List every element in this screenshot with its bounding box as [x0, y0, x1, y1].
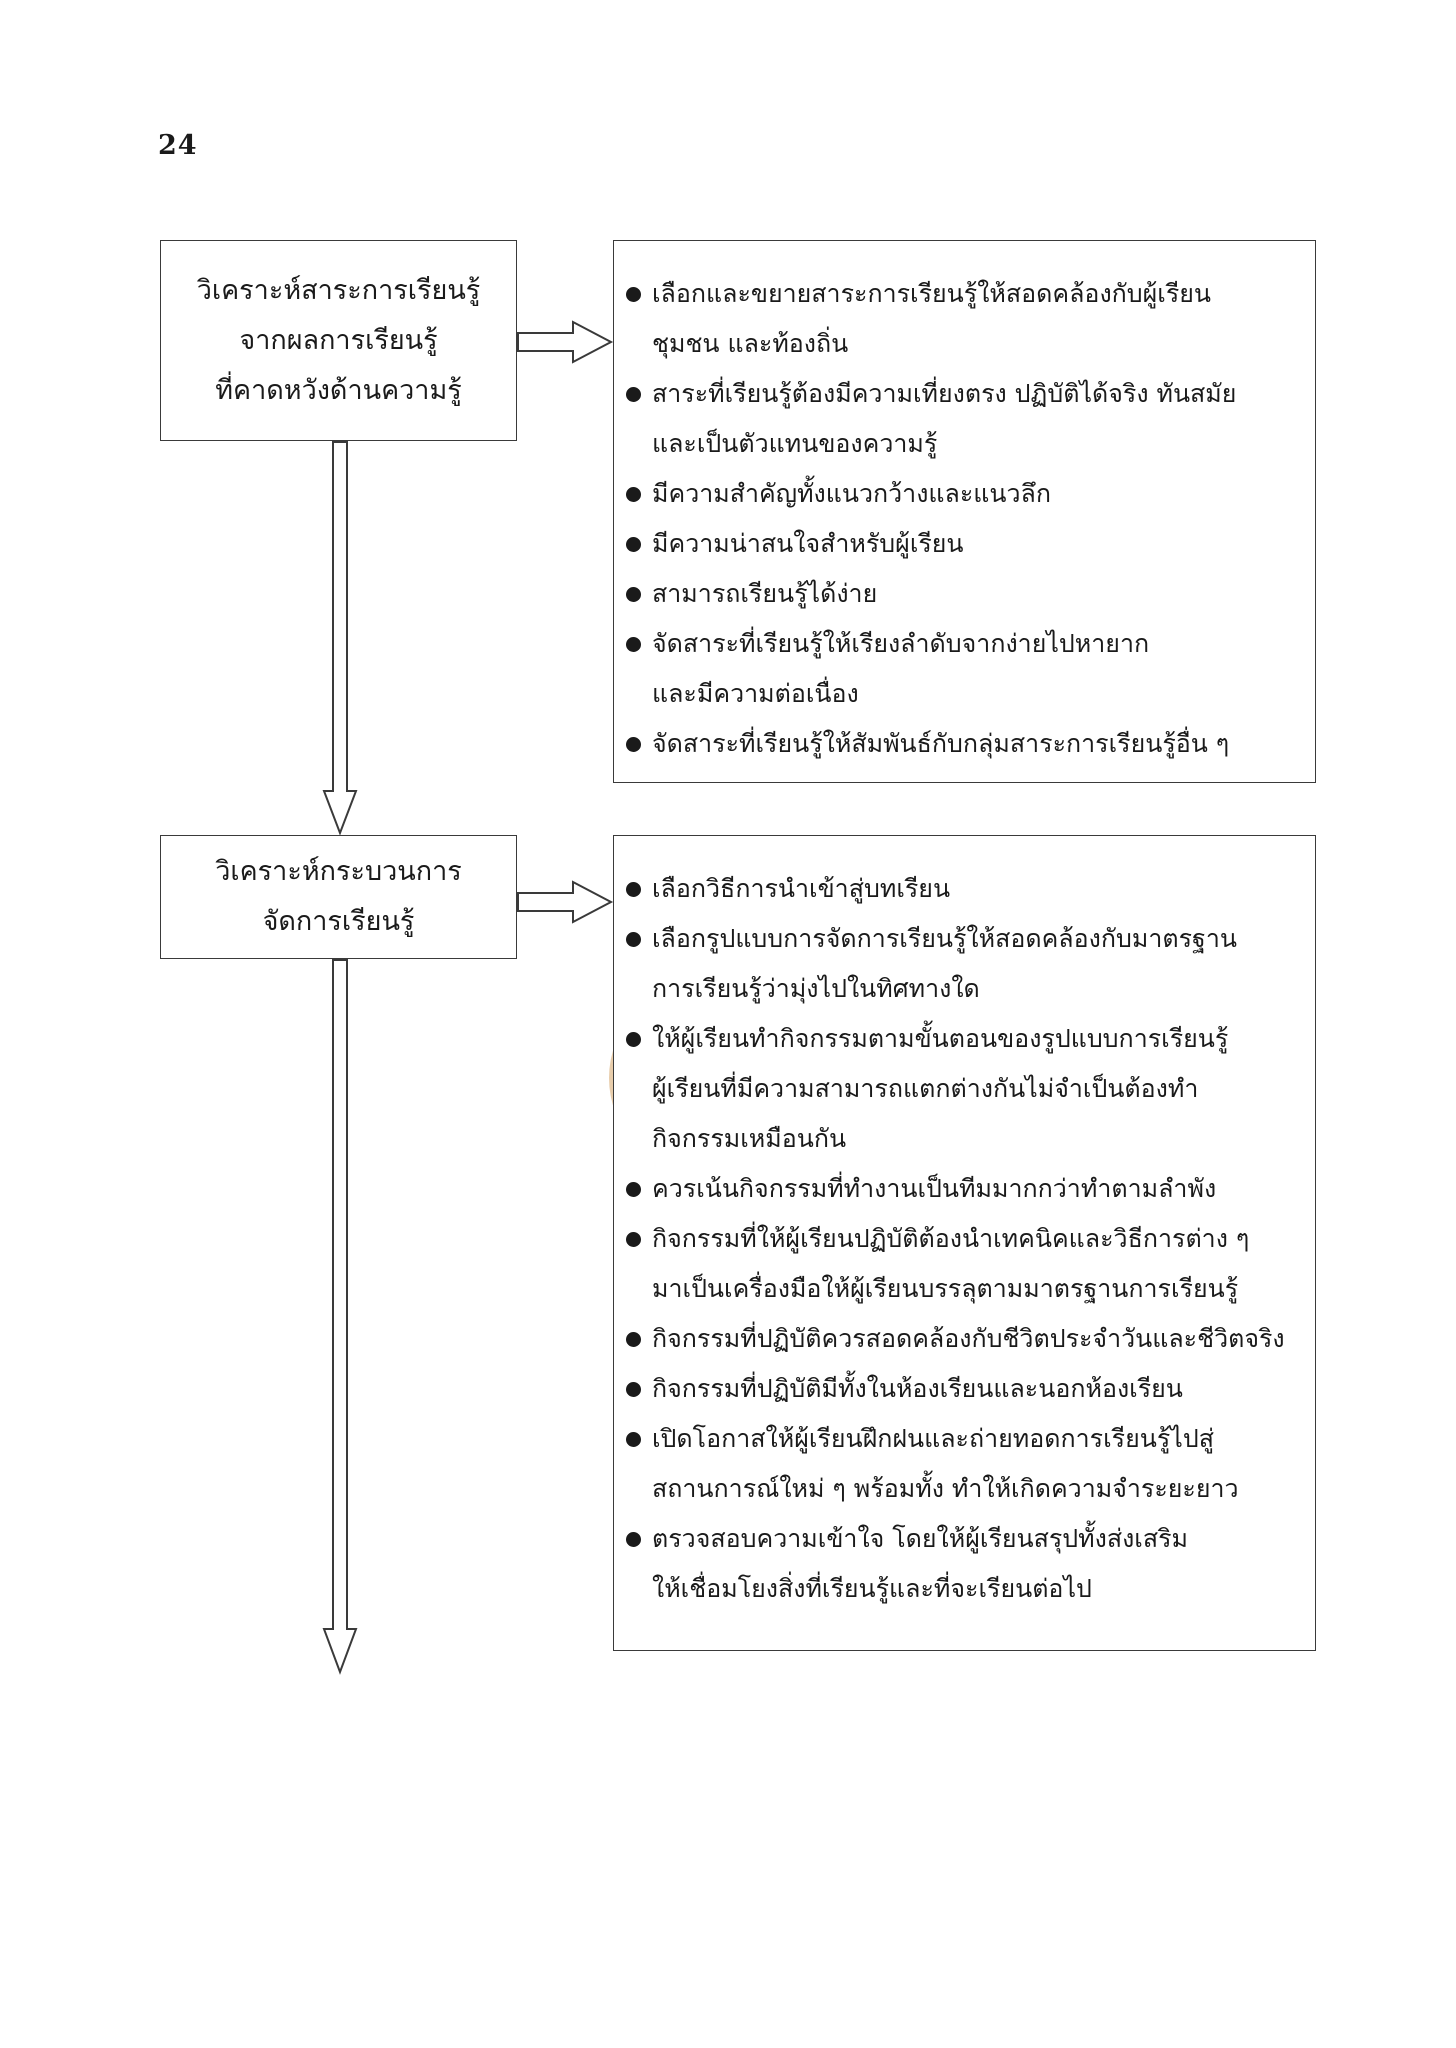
right-arrow-icon: [517, 320, 613, 364]
bullet-icon: [614, 1014, 652, 1064]
list-item: [614, 369, 1301, 469]
list-item: [614, 719, 1301, 769]
list-item-text: ผู้เรียนที่มีความสามารถแตกต่างกันไม่จำเป็นต้องทำ: [652, 1074, 1199, 1103]
step-box-analyze-process: [160, 835, 517, 959]
list-item-text: กิจกรรมเหมือนกัน: [652, 1124, 847, 1153]
list-item: [614, 519, 1301, 569]
step-box-analyze-content: [160, 240, 517, 441]
list-item: [614, 469, 1301, 519]
bullet-icon: [614, 519, 652, 569]
bullet-icon: [614, 369, 652, 419]
list-item-text: สาระที่เรียนรู้ต้องมีความเที่ยงตรง ปฏิบัติได้จริง ทันสมัย: [652, 379, 1237, 408]
list-item-text: กิจกรรมที่ให้ผู้เรียนปฏิบัติต้องนำเทคนิคและวิธีการต่าง ๆ: [652, 1224, 1250, 1253]
bullet-icon: [614, 719, 652, 769]
process-criteria-list: [614, 864, 1301, 1614]
detail-box-content-criteria: [613, 240, 1316, 783]
list-item: [614, 864, 1301, 914]
list-item-text: เปิดโอกาสให้ผู้เรียนฝึกฝนและถ่ายทอดการเรียนรู้ไปสู่: [652, 1424, 1214, 1453]
list-item-text: ให้ผู้เรียนทำกิจกรรมตามขั้นตอนของรูปแบบการเรียนรู้: [652, 1024, 1229, 1053]
list-item: [614, 1364, 1301, 1414]
step-label-line: ที่คาดหวังด้านความรู้: [215, 374, 462, 406]
list-item-text: ตรวจสอบความเข้าใจ โดยให้ผู้เรียนสรุปทั้งส่งเสริม: [652, 1524, 1189, 1553]
step-label-line: วิเคราะห์กระบวนการ: [215, 856, 462, 887]
list-item: [614, 1014, 1301, 1164]
bullet-icon: [614, 269, 652, 319]
step-label-line: วิเคราะห์สาระการเรียนรู้: [196, 274, 481, 306]
list-item: [614, 569, 1301, 619]
down-arrow-icon: [322, 441, 358, 835]
list-item-text: ชุมชน และท้องถิ่น: [652, 329, 849, 358]
bullet-icon: [614, 1514, 652, 1564]
bullet-icon: [614, 1214, 652, 1264]
list-item-text: กิจกรรมที่ปฏิบัติมีทั้งในห้องเรียนและนอกห้องเรียน: [652, 1374, 1183, 1403]
bullet-icon: [614, 1314, 652, 1364]
bullet-icon: [614, 1164, 652, 1214]
page-number: 24: [158, 130, 198, 161]
list-item-text: การเรียนรู้ว่ามุ่งไปในทิศทางใด: [652, 974, 980, 1003]
content-criteria-list: [614, 269, 1301, 769]
list-item: [614, 1214, 1301, 1314]
bullet-icon: [614, 914, 652, 964]
list-item-text: มีความสำคัญทั้งแนวกว้างและแนวลึก: [652, 479, 1051, 508]
list-item: [614, 1314, 1301, 1364]
list-item: [614, 619, 1301, 719]
list-item-text: ควรเน้นกิจกรรมที่ทำงานเป็นทีมมากกว่าทำตามลำพัง: [652, 1174, 1217, 1203]
list-item-text: เลือกและขยายสาระการเรียนรู้ให้สอดคล้องกับผู้เรียน: [652, 279, 1212, 308]
list-item-text: และเป็นตัวแทนของความรู้: [652, 429, 938, 458]
bullet-icon: [614, 1364, 652, 1414]
list-item-text: กิจกรรมที่ปฏิบัติควรสอดคล้องกับชีวิตประจำวันและชีวิตจริง: [652, 1324, 1285, 1353]
list-item-text: เลือกวิธีการนำเข้าสู่บทเรียน: [652, 874, 951, 903]
bullet-icon: [614, 1414, 652, 1464]
bullet-icon: [614, 619, 652, 669]
right-arrow-icon: [517, 880, 613, 924]
list-item-text: จัดสาระที่เรียนรู้ให้สัมพันธ์กับกลุ่มสาระการเรียนรู้อื่น ๆ: [652, 729, 1230, 758]
step-label-line: จัดการเรียนรู้: [262, 906, 415, 937]
list-item-text: จัดสาระที่เรียนรู้ให้เรียงลำดับจากง่ายไปหายาก: [652, 629, 1150, 658]
step-label-line: จากผลการเรียนรู้: [239, 324, 438, 356]
list-item: [614, 1164, 1301, 1214]
list-item-text: เลือกรูปแบบการจัดการเรียนรู้ให้สอดคล้องกับมาตรฐาน: [652, 924, 1237, 953]
bullet-icon: [614, 864, 652, 914]
bullet-icon: [614, 569, 652, 619]
down-arrow-icon: [322, 959, 358, 1674]
list-item-text: ให้เชื่อมโยงสิ่งที่เรียนรู้และที่จะเรียนต่อไป: [652, 1574, 1092, 1603]
detail-box-process-criteria: [613, 835, 1316, 1651]
bullet-icon: [614, 469, 652, 519]
list-item: [614, 1514, 1301, 1614]
list-item: [614, 269, 1301, 369]
list-item: [614, 914, 1301, 1014]
list-item-text: สถานการณ์ใหม่ ๆ พร้อมทั้ง ทำให้เกิดความจำระยะยาว: [652, 1474, 1239, 1503]
list-item-text: มีความน่าสนใจสำหรับผู้เรียน: [652, 529, 964, 558]
list-item-text: มาเป็นเครื่องมือให้ผู้เรียนบรรลุตามมาตรฐานการเรียนรู้: [652, 1274, 1239, 1303]
list-item-text: และมีความต่อเนื่อง: [652, 679, 859, 708]
list-item: [614, 1414, 1301, 1514]
list-item-text: สามารถเรียนรู้ได้ง่าย: [652, 579, 878, 608]
